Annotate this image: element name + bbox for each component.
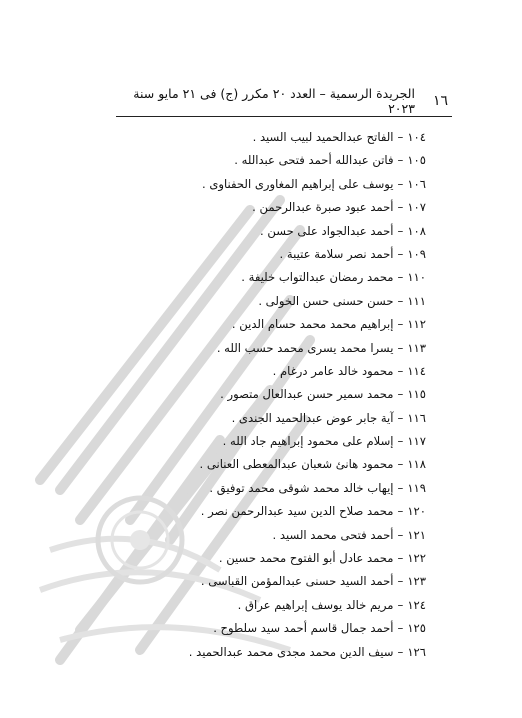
entry-dash: –	[397, 457, 404, 472]
list-item	[106, 337, 426, 360]
entry-name: أحمد نصر سلامة عتيبة .	[279, 246, 394, 261]
entry-dash: –	[397, 504, 404, 519]
list-item	[106, 383, 426, 406]
entry-dash: –	[397, 434, 404, 449]
entry-dash: –	[397, 387, 404, 402]
entry-dash: –	[397, 223, 404, 238]
entry-name: أحمد جمال قاسم أحمد سيد سلطوح .	[213, 621, 394, 636]
entry-dash: –	[397, 153, 404, 168]
entry-name: محمد عادل أبو الفتوح محمد حسين .	[218, 551, 394, 566]
list-item	[106, 500, 426, 523]
entry-name: مريم خالد يوسف إبراهيم عراق .	[237, 597, 394, 612]
entry-name: أحمد السيد حسنى عبدالمؤمن القباسى .	[200, 574, 394, 589]
entry-name: أحمد عبود صبرة عبدالرحمن .	[252, 200, 394, 215]
list-item	[106, 547, 426, 570]
entry-name: حسن حسنى حسن الخولى .	[258, 293, 394, 308]
entry-number: ١٠٦	[407, 176, 426, 191]
entry-name: يوسف على إبراهيم المغاورى الحفناوى .	[201, 176, 394, 191]
entry-number: ١١٠	[407, 270, 426, 285]
list-item	[106, 570, 426, 593]
entry-name: محمد صلاح الدين سيد عبدالرحمن نصر .	[200, 504, 394, 519]
list-item	[106, 313, 426, 336]
entry-name: سيف الدين محمد مجدى محمد عبدالحميد .	[188, 644, 394, 659]
list-item	[106, 126, 426, 149]
entry-name: آية جابر عوض عبدالحميد الجندى .	[231, 410, 394, 425]
entry-number: ١٢٠	[407, 504, 426, 519]
entry-dash: –	[397, 551, 404, 566]
entry-name: إبراهيم محمد محمد حسام الدين .	[231, 317, 394, 332]
list-item	[106, 173, 426, 196]
entry-number: ١٠٤	[407, 130, 426, 144]
list-item	[106, 266, 426, 289]
entry-dash: –	[397, 200, 404, 215]
entry-name: إيهاب خالد محمد شوقى محمد توفيق .	[209, 480, 394, 495]
entry-number: ١١١	[407, 293, 426, 308]
list-item	[106, 407, 426, 430]
entry-name: يسرا محمد يسرى محمد حسب الله .	[216, 340, 394, 355]
entry-dash: –	[397, 644, 404, 659]
entry-name: إسلام على محمود إبراهيم جاد الله .	[222, 434, 394, 449]
entry-number: ١١٧	[407, 434, 426, 449]
entry-name: محمد رمضان عبدالتواب خليفة .	[241, 270, 394, 285]
list-item	[106, 453, 426, 476]
entry-dash: –	[397, 246, 404, 261]
entry-number: ١١٤	[407, 363, 426, 378]
entry-name: محمد سمير حسن عبدالعال متصور .	[220, 387, 394, 402]
entry-dash: –	[397, 293, 404, 308]
list-item	[106, 149, 426, 172]
entry-number: ١٢٣	[407, 574, 426, 589]
list-item	[106, 290, 426, 313]
list-item	[106, 477, 426, 500]
entry-dash: –	[397, 597, 404, 612]
entry-dash: –	[397, 130, 404, 144]
entry-number: ١٠٩	[407, 246, 426, 261]
entry-number: ١١٩	[407, 480, 426, 495]
entry-dash: –	[397, 270, 404, 285]
entry-number: ١١٣	[407, 340, 426, 355]
entry-name: أحمد فتحى محمد السيد .	[272, 527, 394, 542]
entry-name: محمود خالد عامر درغام .	[272, 363, 394, 378]
list-item	[106, 243, 426, 266]
entry-dash: –	[397, 317, 404, 332]
header-title: الجريدة الرسمية – العدد ٢٠ مكرر (ج) فى ٢١ مايو سنة ٢٠٢٣	[133, 86, 415, 116]
entry-number: ١٢٥	[407, 621, 426, 636]
entry-number: ١١٦	[407, 410, 426, 425]
entry-dash: –	[397, 340, 404, 355]
entry-name: أحمد عبدالجواد على حسن .	[260, 223, 394, 238]
entry-number: ١٢١	[407, 527, 426, 542]
entry-dash: –	[397, 621, 404, 636]
header-divider	[116, 116, 452, 117]
list-item	[106, 617, 426, 640]
entry-dash: –	[397, 527, 404, 542]
entry-number: ١٠٨	[407, 223, 426, 238]
entry-number: ١١٥	[407, 387, 426, 402]
list-item	[106, 430, 426, 453]
list-item	[106, 220, 426, 243]
list-item	[106, 524, 426, 547]
list-item	[106, 360, 426, 383]
page-header	[130, 86, 448, 116]
entry-number: ١٠٧	[407, 200, 426, 215]
list-item	[106, 641, 426, 664]
names-list	[106, 126, 426, 664]
entry-number: ١٠٥	[407, 153, 426, 168]
list-item	[106, 196, 426, 219]
entry-number: ١١٨	[407, 457, 426, 472]
entry-number: ١١٢	[407, 317, 426, 332]
entry-dash: –	[397, 410, 404, 425]
entry-name: الفاتح عبدالحميد لبيب السيد .	[252, 130, 394, 144]
entry-number: ١٢٢	[407, 551, 426, 566]
page-number: ١٦	[432, 93, 448, 109]
entry-name: محمود هانئ شعبان عبدالمعطى العنانى .	[199, 457, 394, 472]
entry-name: فاتن عبدالله أحمد فتحى عبدالله .	[234, 153, 394, 168]
entry-dash: –	[397, 480, 404, 495]
list-item	[106, 594, 426, 617]
entry-dash: –	[397, 363, 404, 378]
entry-dash: –	[397, 574, 404, 589]
entry-dash: –	[397, 176, 404, 191]
entry-number: ١٢٦	[407, 644, 426, 659]
entry-number: ١٢٤	[407, 597, 426, 612]
